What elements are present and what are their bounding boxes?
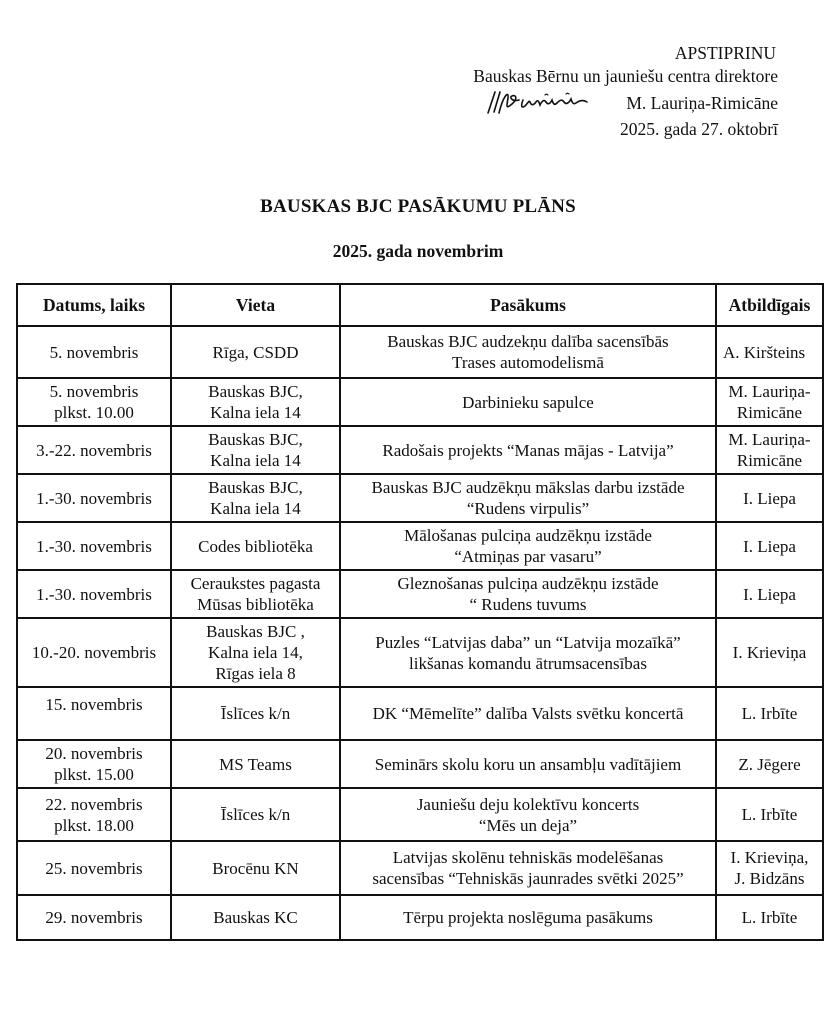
cell-line: “Mēs un deja” [478,815,578,835]
cell-line: L. Irbīte [741,704,798,723]
approval-signer-name: M. Lauriņa-Rimicāne [626,92,778,113]
cell-datums [17,841,171,895]
cell-datums [17,895,171,940]
cell-line: J. Bidzāns [734,869,805,888]
cell-line: 15. novembris [45,695,143,714]
cell-datums [17,740,171,788]
cell-line: “Rudens virpulis” [466,499,590,518]
cell-vieta [171,618,340,687]
cell-line: Kalna iela 14 [210,499,301,518]
cell-line: plkst. 10.00 [54,403,134,422]
cell-vieta [171,474,340,522]
cell-datums [17,426,171,474]
header-vieta: Vieta [171,284,340,326]
table-row [17,426,823,474]
cell-pasakums [340,618,716,687]
cell-datums [17,788,171,841]
cell-line: plkst. 18.00 [54,815,134,835]
cell-line: Brocēnu KN [212,858,299,878]
approval-block [473,42,778,141]
cell-line: 29. novembris [45,908,143,927]
cell-atbildigais [716,378,823,426]
cell-line: Bauskas BJC, [208,478,303,497]
cell-line: Īslīces k/n [220,704,291,723]
cell-line: Jauniešu deju kolektīvu koncerts [416,794,640,814]
cell-line: Seminārs skolu koru un ansambļu vadītājiem [374,754,682,774]
cell-line: I. Krieviņa, [730,848,809,867]
cell-atbildigais [716,326,823,378]
cell-atbildigais [716,740,823,788]
cell-pasakums [340,788,716,841]
cell-atbildigais [716,895,823,940]
cell-line: Bauskas BJC, [208,430,303,449]
table-row [17,740,823,788]
table-row [17,378,823,426]
cell-line: Bauskas BJC, [208,382,303,401]
cell-pasakums [340,740,716,788]
cell-vieta [171,895,340,940]
cell-line: Z. Jēgere [738,754,801,774]
approval-word: APSTIPRINU [674,43,776,63]
signature-icon [482,88,592,118]
cell-line: 5. novembris [49,382,139,401]
approval-director-line: Bauskas Bērnu un jauniešu centra direktore [473,66,778,86]
cell-line: likšanas komandu ātrumsacensības [409,653,647,673]
cell-line: Puzles “Latvijas daba” un “Latvija mozaīkā” [375,632,681,652]
cell-line: M. Lauriņa- [728,430,811,449]
cell-pasakums [340,895,716,940]
cell-datums [17,618,171,687]
cell-atbildigais [716,687,823,740]
table-row [17,788,823,841]
table-row [17,522,823,570]
cell-vieta [171,570,340,618]
cell-line: DK “Mēmelīte” dalība Valsts svētku koncertā [372,704,684,723]
cell-vieta [171,378,340,426]
cell-atbildigais [716,570,823,618]
cell-datums [17,522,171,570]
cell-line: 5. novembris [49,342,139,362]
cell-line: Īslīces k/n [220,805,291,824]
cell-atbildigais [716,522,823,570]
cell-pasakums [340,378,716,426]
cell-vieta [171,687,340,740]
cell-line: Latvijas skolēnu tehniskās modelēšanas [392,848,664,867]
document-subtitle: 2025. gada novembrim [332,241,504,261]
cell-line: Tērpu projekta noslēguma pasākums [403,908,653,927]
table-row [17,687,823,740]
cell-line: 10.-20. novembris [31,643,157,662]
cell-line: Bauskas BJC , [206,622,305,641]
table-header-row [17,284,823,326]
cell-line: 22. novembris [45,794,143,814]
table-body [17,326,823,940]
cell-pasakums [340,841,716,895]
cell-line: Rimicāne [736,403,803,422]
cell-line: Kalna iela 14, [208,643,303,662]
table-row [17,474,823,522]
table-row [17,618,823,687]
table-row [17,570,823,618]
cell-datums [17,378,171,426]
table-row [17,895,823,940]
cell-line: Mūsas bibliotēka [197,595,314,614]
header-datums: Datums, laiks [17,284,171,326]
cell-line: Bauskas BJC audzēkņu mākslas darbu izstāde [371,478,685,497]
cell-line: M. Lauriņa- [728,382,811,401]
cell-line: Rīgas iela 8 [215,664,296,683]
cell-line: Darbinieku sapulce [462,392,594,412]
cell-datums [17,687,171,740]
cell-datums [17,326,171,378]
cell-line: “Atmiņas par vasaru” [454,547,602,566]
cell-line: Bauskas KC [213,908,298,927]
cell-vieta [171,740,340,788]
cell-atbildigais [716,426,823,474]
approval-signature-line [473,88,778,118]
cell-line: Rīga, CSDD [212,342,299,362]
table-row [17,841,823,895]
table-row [17,326,823,378]
cell-pasakums [340,522,716,570]
cell-line: I. Liepa [743,584,796,604]
cell-line: Radošais projekts “Manas mājas - Latvija” [382,440,674,460]
cell-line: Rimicāne [736,451,803,470]
events-table [16,283,824,941]
cell-line: L. Irbīte [741,805,798,824]
header-pasakums: Pasākums [340,284,716,326]
document-title: BAUSKAS BJC PASĀKUMU PLĀNS [260,196,576,217]
cell-datums [17,570,171,618]
cell-line: 1.-30. novembris [36,536,152,556]
cell-line: Kalna iela 14 [210,403,301,422]
cell-line: Trases automodelismā [452,353,604,372]
cell-vieta [171,326,340,378]
cell-line: I. Liepa [743,536,796,556]
cell-datums [17,474,171,522]
cell-line: Codes bibliotēka [198,536,313,556]
cell-line: 20. novembris [45,744,143,763]
cell-vieta [171,426,340,474]
cell-line: I. Liepa [743,488,796,508]
cell-line: Bauskas BJC audzekņu dalība sacensībās [387,332,669,351]
approval-date: 2025. gada 27. oktobrī [620,119,778,139]
cell-pasakums [340,687,716,740]
cell-line: 1.-30. novembris [36,488,152,508]
cell-atbildigais [716,788,823,841]
cell-line: 3.-22. novembris [36,440,152,460]
cell-line: L. Irbīte [741,908,798,927]
cell-vieta [171,522,340,570]
cell-line: 25. novembris [45,858,143,878]
cell-pasakums [340,326,716,378]
cell-vieta [171,841,340,895]
cell-pasakums [340,426,716,474]
cell-line: A. Kiršteins [723,342,806,362]
cell-pasakums [340,570,716,618]
header-atbildigais: Atbildīgais [716,284,823,326]
cell-line: 1.-30. novembris [36,584,152,604]
cell-atbildigais [716,474,823,522]
cell-line: Mālošanas pulciņa audzēkņu izstāde [404,526,652,545]
cell-line: Gleznošanas pulciņa audzēkņu izstāde [397,574,659,593]
cell-line: I. Krieviņa [732,643,807,662]
cell-line: Kalna iela 14 [210,451,301,470]
cell-line: “ Rudens tuvums [469,595,587,614]
cell-pasakums [340,474,716,522]
cell-line: MS Teams [219,754,292,774]
cell-vieta [171,788,340,841]
cell-line: sacensības “Tehniskās jaunrades svētki 2025” [372,869,684,888]
cell-atbildigais [716,841,823,895]
cell-atbildigais [716,618,823,687]
cell-line: Ceraukstes pagasta [190,574,321,593]
cell-line: plkst. 15.00 [54,765,134,784]
